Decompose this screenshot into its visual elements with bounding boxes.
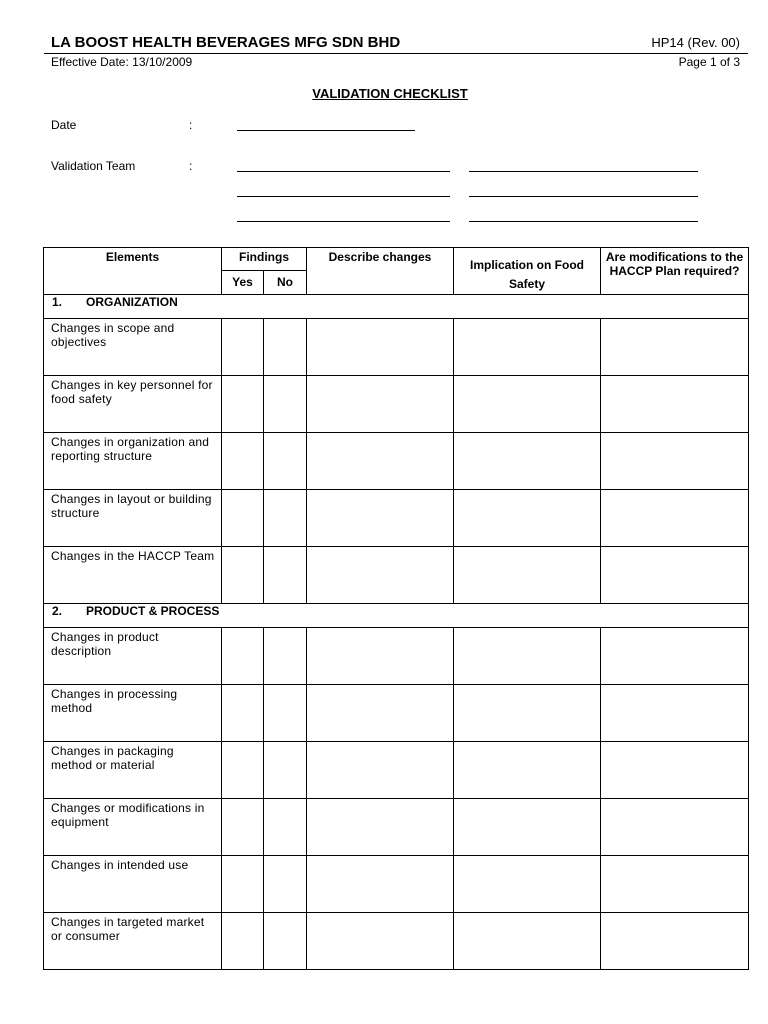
element-label: Changes in organization and reporting structure bbox=[51, 435, 210, 463]
haccp-modifications-column-header: Are modifications to the HACCP Plan required? bbox=[601, 248, 749, 295]
checklist-row bbox=[44, 685, 749, 742]
implication-cell[interactable] bbox=[454, 433, 601, 490]
header-divider bbox=[44, 53, 748, 54]
element-label: Changes in targeted market or consumer bbox=[51, 915, 205, 943]
validation-checklist-table bbox=[43, 247, 749, 970]
implication-column-header: Implication on Food Safety bbox=[454, 248, 601, 295]
haccp-modification-cell[interactable] bbox=[601, 628, 749, 685]
team-member-blank-line[interactable] bbox=[237, 196, 450, 197]
describe-changes-cell[interactable] bbox=[307, 547, 454, 604]
finding-no-cell[interactable] bbox=[264, 856, 307, 913]
haccp-modification-cell[interactable] bbox=[601, 376, 749, 433]
finding-no-cell[interactable] bbox=[264, 913, 307, 970]
findings-column-header: Findings bbox=[222, 248, 307, 271]
implication-cell[interactable] bbox=[454, 742, 601, 799]
effective-date: Effective Date: 13/10/2009 bbox=[51, 55, 193, 69]
describe-changes-cell[interactable] bbox=[307, 799, 454, 856]
finding-yes-cell[interactable] bbox=[222, 433, 264, 490]
finding-yes-cell[interactable] bbox=[222, 628, 264, 685]
checklist-row bbox=[44, 913, 749, 970]
checklist-row bbox=[44, 856, 749, 913]
finding-yes-cell[interactable] bbox=[222, 319, 264, 376]
checklist-row bbox=[44, 628, 749, 685]
validation-team-label: Validation Team bbox=[51, 159, 136, 173]
section-title: PRODUCT & PROCESS bbox=[86, 604, 220, 618]
element-cell bbox=[44, 685, 222, 742]
implication-cell[interactable] bbox=[454, 913, 601, 970]
validation-team-colon: : bbox=[189, 159, 193, 173]
finding-no-cell[interactable] bbox=[264, 547, 307, 604]
date-colon: : bbox=[189, 118, 193, 132]
element-label: Changes or modifications in equipment bbox=[51, 801, 205, 829]
implication-cell[interactable] bbox=[454, 547, 601, 604]
date-blank-line[interactable] bbox=[237, 130, 415, 131]
implication-cell[interactable] bbox=[454, 490, 601, 547]
date-label: Date bbox=[51, 118, 77, 132]
describe-changes-cell[interactable] bbox=[307, 628, 454, 685]
element-label: Changes in packaging method or material bbox=[51, 744, 174, 772]
describe-changes-cell[interactable] bbox=[307, 490, 454, 547]
element-label: Changes in product description bbox=[51, 630, 159, 658]
implication-cell[interactable] bbox=[454, 685, 601, 742]
haccp-modification-cell[interactable] bbox=[601, 433, 749, 490]
team-member-blank-line[interactable] bbox=[469, 171, 698, 172]
element-cell bbox=[44, 433, 222, 490]
checklist-row bbox=[44, 433, 749, 490]
finding-no-cell[interactable] bbox=[264, 742, 307, 799]
implication-cell[interactable] bbox=[454, 628, 601, 685]
finding-no-cell[interactable] bbox=[264, 685, 307, 742]
finding-no-cell[interactable] bbox=[264, 490, 307, 547]
finding-yes-cell[interactable] bbox=[222, 742, 264, 799]
document-code: HP14 (Rev. 00) bbox=[651, 35, 740, 50]
team-member-blank-line[interactable] bbox=[237, 221, 450, 222]
haccp-modification-cell[interactable] bbox=[601, 913, 749, 970]
describe-changes-cell[interactable] bbox=[307, 742, 454, 799]
describe-changes-cell[interactable] bbox=[307, 319, 454, 376]
team-member-blank-line[interactable] bbox=[469, 196, 698, 197]
haccp-modification-cell[interactable] bbox=[601, 856, 749, 913]
finding-yes-cell[interactable] bbox=[222, 490, 264, 547]
page-number: Page 1 of 3 bbox=[678, 55, 740, 69]
haccp-modification-cell[interactable] bbox=[601, 547, 749, 604]
section-header-cell bbox=[44, 295, 749, 319]
checklist-row bbox=[44, 547, 749, 604]
describe-changes-cell[interactable] bbox=[307, 685, 454, 742]
section-number: 1. bbox=[52, 295, 63, 309]
element-label: Changes in scope and objectives bbox=[51, 321, 175, 349]
element-cell bbox=[44, 856, 222, 913]
findings-yes-header: Yes bbox=[222, 271, 264, 295]
section-number: 2. bbox=[52, 604, 63, 618]
finding-no-cell[interactable] bbox=[264, 799, 307, 856]
finding-yes-cell[interactable] bbox=[222, 856, 264, 913]
element-label: Changes in the HACCP Team bbox=[51, 549, 215, 563]
findings-no-header: No bbox=[264, 271, 307, 295]
element-label: Changes in layout or building structure bbox=[51, 492, 212, 520]
haccp-modification-cell[interactable] bbox=[601, 799, 749, 856]
element-label: Changes in intended use bbox=[51, 858, 189, 872]
finding-yes-cell[interactable] bbox=[222, 376, 264, 433]
checklist-row bbox=[44, 319, 749, 376]
finding-yes-cell[interactable] bbox=[222, 799, 264, 856]
describe-changes-cell[interactable] bbox=[307, 433, 454, 490]
company-name: LA BOOST HEALTH BEVERAGES MFG SDN BHD bbox=[51, 34, 401, 51]
elements-column-header: Elements bbox=[44, 248, 222, 295]
team-member-blank-line[interactable] bbox=[237, 171, 450, 172]
checklist-row bbox=[44, 799, 749, 856]
element-cell bbox=[44, 547, 222, 604]
checklist-row bbox=[44, 742, 749, 799]
implication-cell[interactable] bbox=[454, 376, 601, 433]
checklist-row bbox=[44, 490, 749, 547]
element-label: Changes in key personnel for food safety bbox=[51, 378, 213, 406]
element-cell bbox=[44, 490, 222, 547]
finding-no-cell[interactable] bbox=[264, 628, 307, 685]
haccp-modification-cell[interactable] bbox=[601, 319, 749, 376]
implication-cell[interactable] bbox=[454, 799, 601, 856]
haccp-modification-cell[interactable] bbox=[601, 490, 749, 547]
element-cell bbox=[44, 319, 222, 376]
section-title: ORGANIZATION bbox=[86, 295, 178, 309]
element-label: Changes in processing method bbox=[51, 687, 178, 715]
finding-yes-cell[interactable] bbox=[222, 685, 264, 742]
finding-yes-cell[interactable] bbox=[222, 547, 264, 604]
element-cell bbox=[44, 799, 222, 856]
finding-no-cell[interactable] bbox=[264, 319, 307, 376]
describe-changes-cell[interactable] bbox=[307, 856, 454, 913]
implication-cell[interactable] bbox=[454, 856, 601, 913]
section-header-cell bbox=[44, 604, 749, 628]
finding-no-cell[interactable] bbox=[264, 376, 307, 433]
checklist-row bbox=[44, 376, 749, 433]
section-header-row bbox=[44, 295, 749, 319]
describe-changes-cell[interactable] bbox=[307, 913, 454, 970]
haccp-modification-cell[interactable] bbox=[601, 742, 749, 799]
haccp-modification-cell[interactable] bbox=[601, 685, 749, 742]
describe-changes-cell[interactable] bbox=[307, 376, 454, 433]
describe-changes-column-header: Describe changes bbox=[307, 248, 454, 295]
implication-cell[interactable] bbox=[454, 319, 601, 376]
finding-yes-cell[interactable] bbox=[222, 913, 264, 970]
section-header-row bbox=[44, 604, 749, 628]
element-cell bbox=[44, 376, 222, 433]
team-member-blank-line[interactable] bbox=[469, 221, 698, 222]
element-cell bbox=[44, 628, 222, 685]
element-cell bbox=[44, 913, 222, 970]
document-title: VALIDATION CHECKLIST bbox=[312, 86, 468, 101]
element-cell bbox=[44, 742, 222, 799]
finding-no-cell[interactable] bbox=[264, 433, 307, 490]
